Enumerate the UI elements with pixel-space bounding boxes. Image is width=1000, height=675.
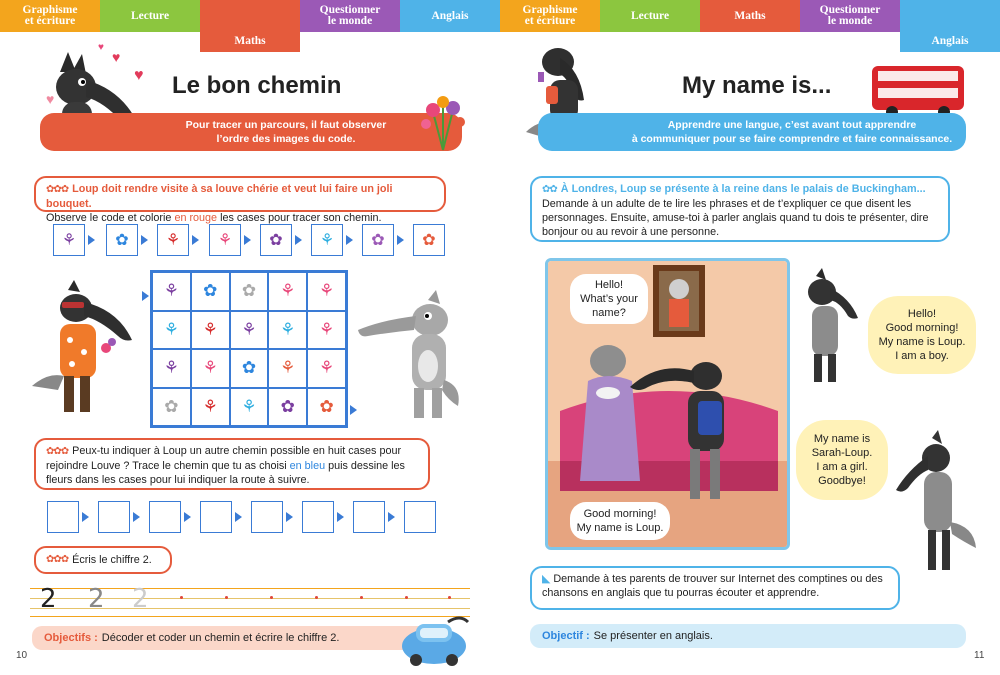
page-number: 11 xyxy=(974,650,985,661)
tab-lecture[interactable]: Lecture xyxy=(100,0,200,32)
grid-cell[interactable]: ⚘ xyxy=(152,311,191,350)
code-cell: ⚘ xyxy=(157,224,189,256)
difficulty-stars: ✿✿ xyxy=(542,184,557,195)
grid-cell[interactable]: ⚘ xyxy=(191,388,230,427)
intro-banner: Apprendre une langue, c’est avant tout apprendre à communiquer pour se faire comprendre et faire connaissance. xyxy=(538,113,966,151)
grid-cell[interactable]: ✿ xyxy=(230,272,269,311)
code-cell: ⚘ xyxy=(209,224,241,256)
objectives-bar: Objectif : Se présenter en anglais. xyxy=(530,624,966,648)
louve-illustration xyxy=(352,290,462,425)
exercise-2-instructions: ✿✿✿ Peux-tu indiquer à Loup un autre chemin possible en huit cases pour rejoindre Louve ? Trace le chemin que tu as choisi en bleu puis dessine les fleurs dans les cases pour lui indiquer la route à suivre. xyxy=(34,438,430,490)
arrow-icon xyxy=(235,512,242,522)
digit-model: 2 xyxy=(40,584,57,614)
digit-trace: 2 xyxy=(88,584,105,614)
tab-questionner[interactable]: Questionner le monde xyxy=(800,0,900,32)
girl-wolf-illustration xyxy=(888,430,978,580)
exercise-3-instructions: ✿✿✿ Écris le chiffre 2. xyxy=(34,546,172,574)
wolf-speech-bubble: Good morning! My name is Loup. xyxy=(570,502,670,540)
arrow-icon xyxy=(286,512,293,522)
grid-cell[interactable]: ⚘ xyxy=(307,349,346,388)
grid-cell[interactable]: ⚘ xyxy=(268,349,307,388)
difficulty-stars: ✿✿✿ xyxy=(46,184,69,195)
digit-trace-light: 2 xyxy=(132,584,149,614)
code-cell: ✿ xyxy=(260,224,292,256)
queen-speech-bubble: Hello! What’s your name? xyxy=(570,274,648,324)
exercise-1-instructions: ✿✿✿ Loup doit rendre visite à sa louve chérie et veut lui faire un joli bouquet. Observe le code et colorie en rouge les cases pour tracer son chemin. xyxy=(34,176,446,212)
difficulty-stars: ✿✿✿ xyxy=(46,554,69,565)
path-grid[interactable] xyxy=(150,270,348,428)
svg-text:♥: ♥ xyxy=(98,42,104,53)
code-cell: ✿ xyxy=(362,224,394,256)
answer-box[interactable] xyxy=(149,501,181,533)
arrow-icon xyxy=(388,512,395,522)
grid-cell[interactable]: ⚘ xyxy=(191,349,230,388)
highlight-blue: en bleu xyxy=(289,460,326,472)
page-number: 10 xyxy=(16,650,28,661)
tip-box: ◣ Demande à tes parents de trouver sur Internet des comptines ou des chansons en anglais que tu pourras écouter et apprendre. xyxy=(530,566,900,610)
arrow-icon xyxy=(397,235,404,245)
code-cell: ⚘ xyxy=(311,224,343,256)
answer-box[interactable] xyxy=(200,501,232,533)
grid-cell[interactable]: ✿ xyxy=(268,388,307,427)
boy-speech-bubble: Hello! Good morning! My name is Loup. I am a boy. xyxy=(868,296,976,374)
grid-cell[interactable]: ✿ xyxy=(191,272,230,311)
arrow-icon xyxy=(244,235,251,245)
london-bus-icon xyxy=(870,62,968,120)
wolf-loup-illustration xyxy=(28,280,138,425)
grid-cell[interactable]: ⚘ xyxy=(152,272,191,311)
grid-cell[interactable]: ⚘ xyxy=(307,272,346,311)
difficulty-stars: ✿✿✿ xyxy=(46,446,69,457)
answer-box[interactable] xyxy=(404,501,436,533)
arrow-icon xyxy=(141,235,148,245)
highlight-red: en rouge xyxy=(174,212,218,224)
grid-cell[interactable]: ⚘ xyxy=(268,311,307,350)
grid-cell[interactable]: ⚘ xyxy=(230,388,269,427)
grid-start-arrow xyxy=(142,291,149,301)
answer-box[interactable] xyxy=(47,501,79,533)
grid-cell[interactable]: ✿ xyxy=(152,388,191,427)
flower-bouquet-illustration xyxy=(418,92,468,152)
code-cell: ✿ xyxy=(413,224,445,256)
grid-cell[interactable]: ⚘ xyxy=(191,311,230,350)
shoe-icon: ◣ xyxy=(542,573,551,585)
tab-graphisme[interactable]: Graphisme et écriture xyxy=(0,0,100,32)
answer-box[interactable] xyxy=(251,501,283,533)
grid-cell[interactable]: ✿ xyxy=(230,349,269,388)
tab-graphisme[interactable]: Graphisme et écriture xyxy=(500,0,600,32)
arrow-icon xyxy=(192,235,199,245)
grid-cell[interactable]: ⚘ xyxy=(268,272,307,311)
svg-text:♥: ♥ xyxy=(112,49,121,65)
tab-anglais[interactable]: Anglais xyxy=(900,0,1000,52)
arrow-icon xyxy=(346,235,353,245)
blue-car-illustration xyxy=(398,612,470,668)
grid-cell[interactable]: ✿ xyxy=(307,388,346,427)
page-title: Le bon chemin xyxy=(172,72,342,99)
grid-cell[interactable]: ⚘ xyxy=(307,311,346,350)
page-title: My name is... xyxy=(682,72,832,99)
code-cell: ⚘ xyxy=(53,224,85,256)
arrow-icon xyxy=(184,512,191,522)
answer-box[interactable] xyxy=(353,501,385,533)
arrow-icon xyxy=(88,235,95,245)
code-cell: ✿ xyxy=(106,224,138,256)
arrow-icon xyxy=(337,512,344,522)
svg-text:♥: ♥ xyxy=(46,91,55,107)
answer-box[interactable] xyxy=(98,501,130,533)
tab-maths[interactable]: Maths xyxy=(700,0,800,32)
tab-maths[interactable]: Maths xyxy=(200,0,300,52)
tab-lecture[interactable]: Lecture xyxy=(600,0,700,32)
objectives-bar: Objectifs : Décoder et coder un chemin et écrire le chiffre 2. xyxy=(32,626,432,650)
boy-wolf-illustration xyxy=(798,268,870,388)
exercise-1-lead: Loup doit rendre visite à sa louve chérie et veut lui faire un joli bouquet. xyxy=(46,183,393,210)
exercise-instructions: ✿✿ À Londres, Loup se présente à la reine dans le palais de Buckingham... Demande à un adulte de te lire les phrases et de t’expliquer ce que disent les personnages. Ensuite, amuse-toi à parler anglais quand tu dois te présenter, dire bonjour ou au revoir à une personne. xyxy=(530,176,950,242)
grid-cell[interactable]: ⚘ xyxy=(152,349,191,388)
answer-box[interactable] xyxy=(302,501,334,533)
intro-banner: Pour tracer un parcours, il faut observer l’ordre des images du code. xyxy=(40,113,462,151)
arrow-icon xyxy=(133,512,140,522)
girl-speech-bubble: My name is Sarah-Loup. I am a girl. Goodbye! xyxy=(796,420,888,500)
tab-questionner[interactable]: Questionner le monde xyxy=(300,0,400,32)
grid-cell[interactable]: ⚘ xyxy=(230,311,269,350)
svg-text:♥: ♥ xyxy=(134,67,144,84)
arrow-icon xyxy=(295,235,302,245)
arrow-icon xyxy=(82,512,89,522)
tab-anglais[interactable]: Anglais xyxy=(400,0,500,32)
